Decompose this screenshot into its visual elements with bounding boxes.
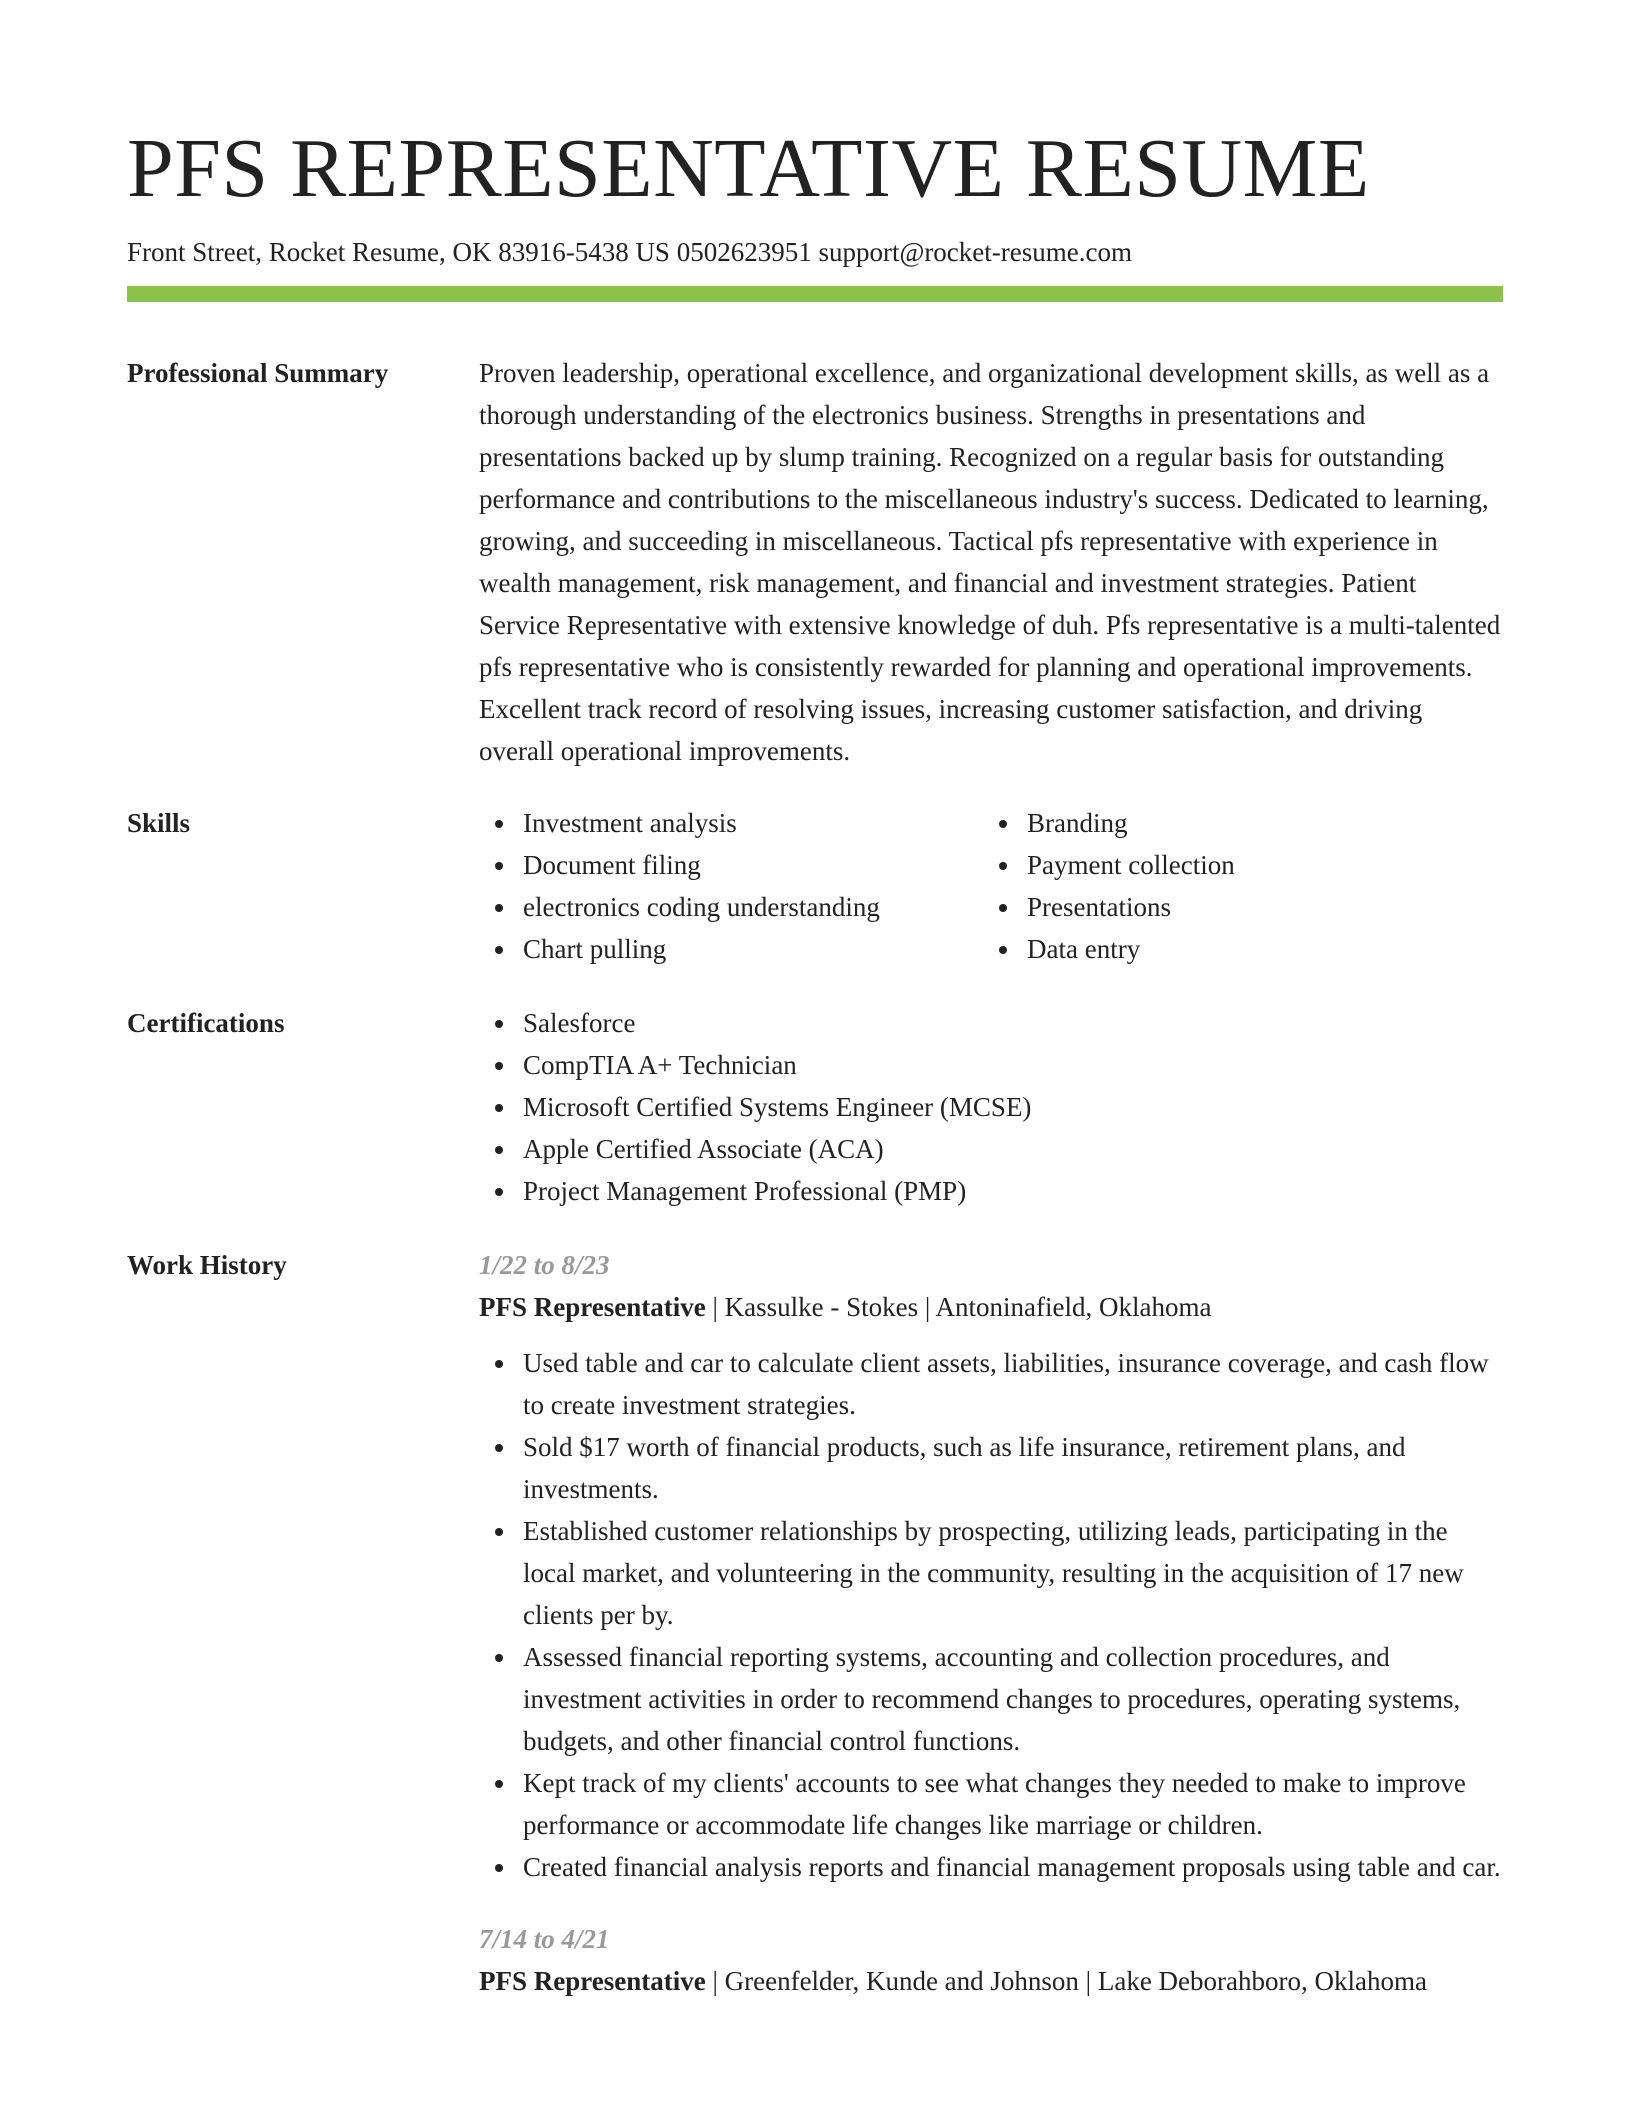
job-title: PFS Representative — [479, 1292, 706, 1322]
resume-title: PFS REPRESENTATIVE RESUME — [127, 122, 1370, 215]
skill-item: Investment analysis — [479, 802, 983, 844]
contact-line: Front Street, Rocket Resume, OK 83916-5438 US 0502623951 support@rocket-resume.com — [127, 237, 1132, 267]
skill-item: Chart pulling — [479, 928, 983, 970]
section-label-certifications: Certifications — [127, 1008, 285, 1038]
header-divider — [127, 286, 1503, 302]
section-label-work-history: Work History — [127, 1250, 287, 1280]
job-heading — [479, 1960, 1503, 2002]
job-duty-item: Established customer relationships by prospecting, utilizing leads, participating in the local market, and volunteering in the community, resulting in the acquisition of 17 new clients per by. — [479, 1510, 1503, 1636]
certification-item: Project Management Professional (PMP) — [479, 1170, 1503, 1212]
certification-item: Apple Certified Associate (ACA) — [479, 1128, 1503, 1170]
skills-list-left — [479, 802, 983, 970]
summary-text: Proven leadership, operational excellence, and organizational development skills, as well as a thorough understanding of the electronics business. Strengths in presentations and presentations backed up by slump training. Recognized on a regular basis for outstanding performance and contributions to the miscellaneous industry's success. Dedicated to learning, growing, and succeeding in miscellaneous. Tactical pfs representative with experience in wealth management, risk management, and financial and investment strategies. Patient Service Representative with extensive knowledge of duh. Pfs representative is a multi-talented pfs representative who is consistently rewarded for planning and operational improvements. Excellent track record of resolving issues, increasing customer satisfaction, and driving overall operational improvements. — [479, 358, 1501, 766]
work-history-content — [479, 1244, 1503, 2032]
certification-item: CompTIA A+ Technician — [479, 1044, 1503, 1086]
skill-item: electronics coding understanding — [479, 886, 983, 928]
job-duty-item: Sold $17 worth of financial products, such as life insurance, retirement plans, and investments. — [479, 1426, 1503, 1510]
resume-page — [127, 0, 1503, 2032]
section-label-skills: Skills — [127, 808, 191, 838]
skill-item: Presentations — [983, 886, 1487, 928]
skills-section — [127, 802, 1503, 970]
job-duty-item: Assessed financial reporting systems, accounting and collection procedures, and investment activities in order to recommend changes to procedures, operating systems, budgets, and other financial control functions. — [479, 1636, 1503, 1762]
job-entry — [479, 1244, 1503, 1888]
skill-item: Branding — [983, 802, 1487, 844]
work-history-section — [127, 1244, 1503, 2032]
certifications-section — [127, 1002, 1503, 1212]
certification-item: Salesforce — [479, 1002, 1503, 1044]
job-dates: 1/22 to 8/23 — [479, 1250, 610, 1280]
skill-item: Data entry — [983, 928, 1487, 970]
summary-content — [479, 352, 1503, 772]
certifications-list — [479, 1002, 1503, 1212]
job-dates: 7/14 to 4/21 — [479, 1924, 610, 1954]
job-details: | Kassulke - Stokes | Antoninafield, Oklahoma — [705, 1292, 1212, 1322]
section-label-summary: Professional Summary — [127, 358, 389, 388]
job-duty-item: Kept track of my clients' accounts to see what changes they needed to make to improve performance or accommodate life changes like marriage or children. — [479, 1762, 1503, 1846]
skill-item: Document filing — [479, 844, 983, 886]
job-entry — [479, 1918, 1503, 2002]
job-heading — [479, 1286, 1503, 1328]
certifications-content — [479, 1002, 1503, 1212]
job-details: | Greenfelder, Kunde and Johnson | Lake Deborahboro, Oklahoma — [705, 1966, 1427, 1996]
job-duty-item: Created financial analysis reports and financial management proposals using table and car. — [479, 1846, 1503, 1888]
summary-section — [127, 352, 1503, 772]
skills-list-right — [983, 802, 1487, 970]
job-duties-list — [479, 1342, 1503, 1888]
skills-content — [479, 802, 1503, 970]
job-duty-item: Used table and car to calculate client assets, liabilities, insurance coverage, and cash flow to create investment strategies. — [479, 1342, 1503, 1426]
job-title: PFS Representative — [479, 1966, 706, 1996]
certification-item: Microsoft Certified Systems Engineer (MCSE) — [479, 1086, 1503, 1128]
skill-item: Payment collection — [983, 844, 1487, 886]
